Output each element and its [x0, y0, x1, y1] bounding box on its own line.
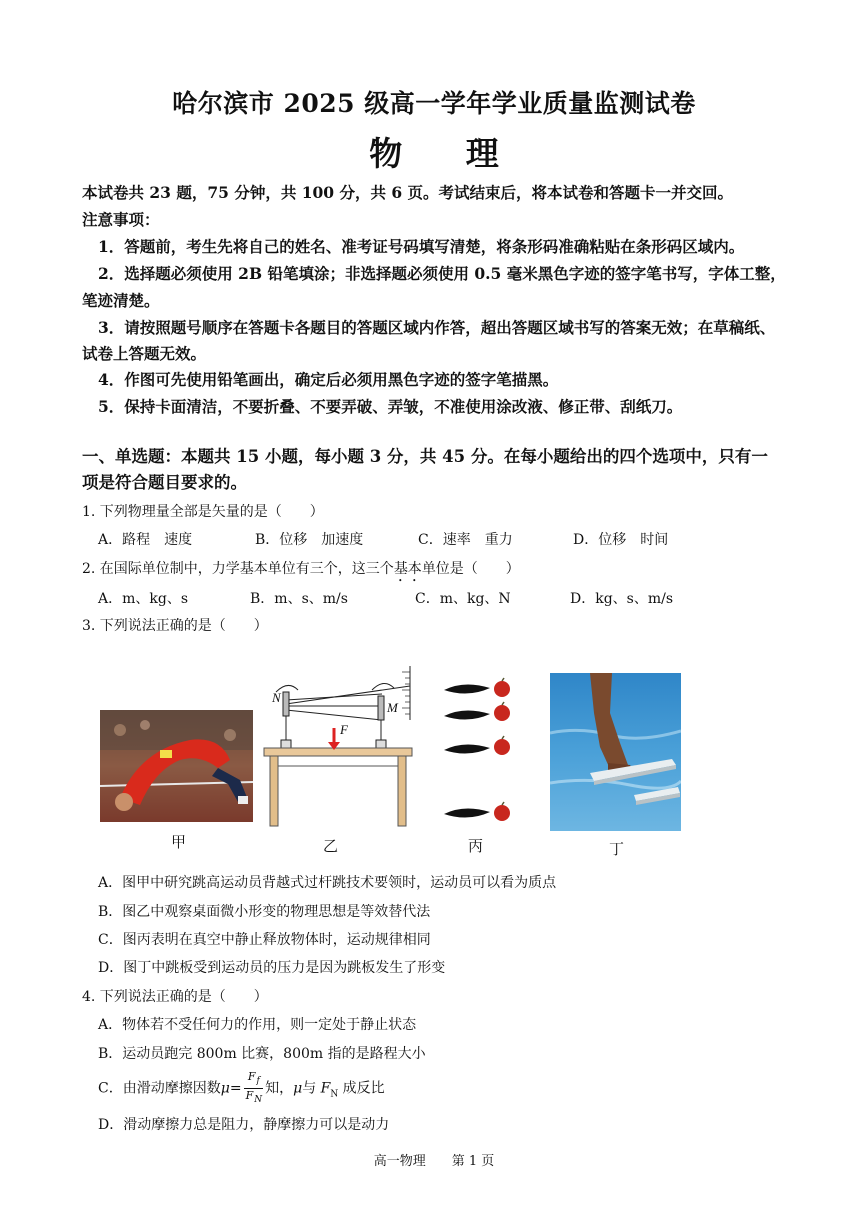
high-jump-photo — [100, 710, 253, 822]
caption-bing: 丙 — [468, 837, 484, 855]
q3-option-b: B．图乙中观察桌面微小形变的物理思想是等效替代法 — [98, 904, 431, 920]
caption-ding: 丁 — [609, 840, 625, 858]
diving-board-photo — [550, 673, 681, 831]
q2-stem: 2. 在国际单位制中，力学基本单位有三个，这三个基本单位是（ ） — [82, 561, 520, 577]
section-1-heading-cont: 项是符合题目要求的。 — [82, 473, 247, 492]
exam-title: 哈尔滨市 2025 级高一学年学业质量监测试卷 — [172, 89, 696, 118]
q4-option-b: B．运动员跑完 800m 比赛，800m 指的是路程大小 — [98, 1046, 426, 1062]
caption-yi: 乙 — [323, 837, 339, 855]
label-f: F — [340, 722, 348, 737]
section-1-heading: 一、单选题：本题共 15 小题，每小题 3 分，共 45 分。在每小题给出的四个选项中，只有一 — [82, 447, 768, 466]
table-deformation-diagram — [262, 662, 416, 828]
q1-option-c: C．速率 重力 — [418, 532, 513, 548]
feather-apple-diagram — [440, 676, 520, 826]
caption-jia: 甲 — [171, 833, 187, 851]
q1-option-a: A．路程 速度 — [98, 532, 193, 548]
q4-option-a: A．物体若不受任何力的作用，则一定处于静止状态 — [98, 1017, 417, 1033]
intro-line: 本试卷共 23 题，75 分钟，共 100 分，共 6 页。考试结束后，将本试卷和答题卡一并交回。 — [82, 183, 734, 202]
notice-item-3: 3．请按照题号顺序在答题卡各题目的答题区域内作答，超出答题区域书写的答案无效；在草稿纸、 — [98, 318, 776, 337]
notice-item-2: 2．选择题必须使用 2B 铅笔填涂；非选择题必须使用 0.5 毫米黑色字迹的签字笔书写，字体工整， — [98, 264, 786, 283]
page-footer: 高一物理 第 1 页 — [373, 1154, 495, 1169]
q1-stem: 1. 下列物理量全部是矢量的是（ ） — [82, 504, 324, 520]
notice-item-4: 4．作图可先使用铅笔画出，确定后必须用黑色字迹的签字笔描黑。 — [98, 370, 559, 389]
q2-option-d: D．kg、s、m/s — [570, 591, 674, 607]
q2-option-c: C．m、kg、N — [415, 591, 511, 607]
q2-option-b: B．m、s、m/s — [250, 591, 348, 607]
q3-stem: 3. 下列说法正确的是（ ） — [82, 618, 268, 634]
notice-item-2-cont: 笔迹清楚。 — [82, 291, 160, 310]
q4-option-d: D．滑动摩擦力总是阻力，静摩擦力可以是动力 — [98, 1117, 390, 1133]
q4-option-c: C．由滑动摩擦因数μ= $\frac{F_f}{F_N}$ 知，μ与 $F_N$ 成反比 — [98, 1070, 385, 1106]
subject-title: 物 理 — [369, 134, 525, 173]
q1-option-d: D．位移 时间 — [573, 532, 669, 548]
label-m: M — [387, 700, 398, 715]
q1-option-b: B．位移 加速度 — [255, 532, 364, 548]
notice-item-3-cont: 试卷上答题无效。 — [82, 344, 207, 363]
label-n: N — [272, 690, 281, 705]
notice-item-1: 1．答题前，考生先将自己的姓名、准考证号码填写清楚，将条形码准确粘贴在条形码区域内。 — [98, 237, 745, 256]
q3-option-c: C．图丙表明在真空中静止释放物体时，运动规律相同 — [98, 932, 431, 948]
notice-heading: 注意事项： — [82, 210, 160, 229]
q3-option-a: A．图甲中研究跳高运动员背越式过杆跳技术要领时，运动员可以看为质点 — [98, 875, 557, 891]
notice-item-5: 5．保持卡面清洁，不要折叠、不要弄破、弄皱，不准使用涂改液、修正带、刮纸刀。 — [98, 397, 683, 416]
q3-option-d: D．图丁中跳板受到运动员的压力是因为跳板发生了形变 — [98, 960, 446, 976]
q4-stem: 4. 下列说法正确的是（ ） — [82, 989, 268, 1005]
q2-option-a: A．m、kg、s — [98, 591, 189, 607]
